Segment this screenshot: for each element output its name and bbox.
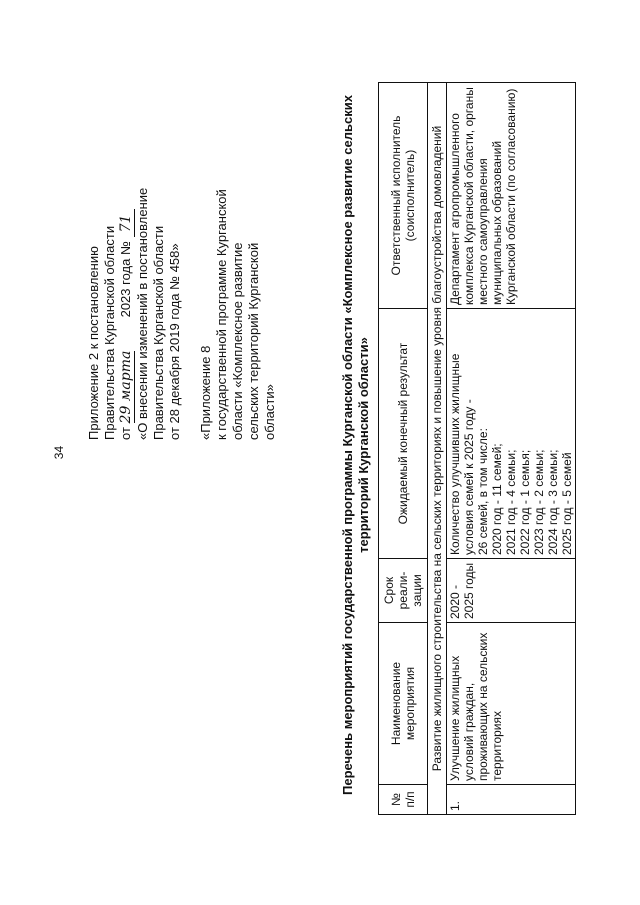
appendix-line: области «Комплексное развитие (230, 242, 245, 440)
title-line: территорий Курганской области» (356, 337, 371, 553)
approval-line: «О внесении изменений в постановление (135, 187, 150, 440)
handwritten-date: 29 марта (118, 350, 134, 424)
header-executor: Ответственный исполнитель (соисполнитель) (379, 83, 428, 309)
row-name: Улучшение жилищных условий граждан, проживающих на сельских территориях (447, 623, 576, 785)
appendix-line: области» (262, 384, 277, 440)
table-header-row (379, 83, 428, 815)
result-line: 2020 год - 11 семей; (490, 443, 504, 555)
from-label: от (118, 427, 133, 440)
appendix-block (198, 140, 278, 440)
row-term: 2020 - 2025 годы (447, 559, 576, 623)
year-text: 2023 года № (118, 241, 133, 318)
result-line: 2021 год - 4 семьи; (504, 449, 518, 555)
approval-line: Правительства Курганской области (102, 225, 117, 440)
measures-table (378, 82, 576, 815)
approval-block (86, 40, 183, 440)
title-line: Перечень мероприятий государственной программы Курганской области «Комплексное развитие сельских (340, 95, 355, 795)
approval-line: Правительства Курганской области (151, 225, 166, 440)
handwritten-number: 71 (118, 209, 135, 237)
page-number: 34 (52, 445, 66, 460)
result-line: 26 семей, в том числе: (476, 428, 490, 555)
result-line: 2023 год - 2 семьи; (532, 449, 546, 555)
row-result (447, 309, 576, 559)
result-line: Количество улучшивших жилищные условия семей к 2025 году - (448, 353, 476, 555)
approval-line: от 28 декабря 2019 года № 458» (167, 243, 182, 440)
appendix-line: сельских территорий Курганской (246, 242, 261, 440)
approval-line: Приложение 2 к постановлению (86, 246, 101, 440)
header-result: Ожидаемый конечный результат (379, 309, 428, 559)
header-name: Наименование мероприятия (379, 623, 428, 785)
approval-date-line (118, 40, 135, 440)
table-section-row (428, 83, 447, 815)
header-num: № п/п (379, 785, 428, 815)
row-executor: Департамент агропромышленного комплекса Курганской области, органы местного самоуправления муниципальных образований Курганской области (по согласованию) (447, 83, 576, 309)
appendix-line: «Приложение 8 (198, 345, 213, 440)
document-title (340, 95, 372, 795)
section-title: Развитие жилищного строительства на сельских территориях и повышение уровня благоустройства домовладений (428, 83, 447, 815)
result-line: 2025 год - 5 семей (560, 452, 574, 555)
appendix-line: к государственной программе Курганской (214, 189, 229, 440)
result-line: 2022 год - 1 семья; (518, 449, 532, 555)
row-num: 1. (447, 785, 576, 815)
table-row (447, 83, 576, 815)
header-term: Срок реали-зации (379, 559, 428, 623)
result-line: 2024 год - 3 семьи; (546, 449, 560, 555)
